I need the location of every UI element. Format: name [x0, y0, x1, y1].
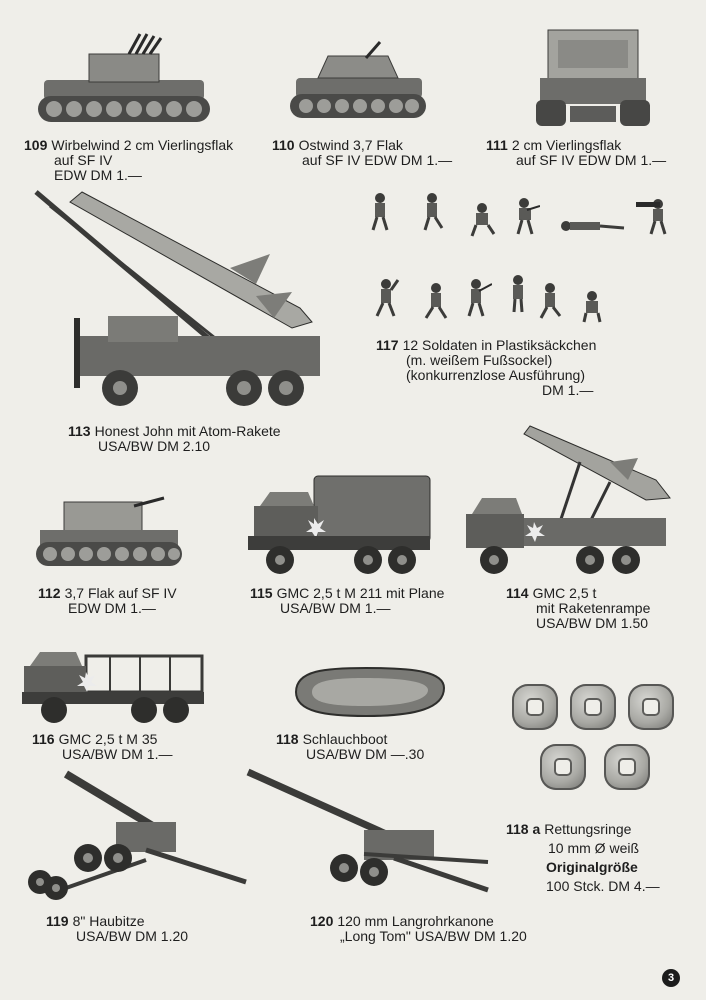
item-title: Rettungsringe [544, 821, 632, 837]
item-title: GMC 2,5 t [532, 585, 597, 601]
item-price: EDW DM 1.— [54, 167, 142, 183]
caption-item-113 [68, 424, 281, 454]
soldier-figure [560, 218, 626, 234]
soldier-figure [366, 192, 394, 232]
item-number: 113 [68, 423, 91, 439]
item-title: Ostwind 3,7 Flak [298, 137, 403, 153]
item-price: USA/BW DM 2.10 [98, 438, 211, 454]
item-title: Honest John mit Atom-Rakete [94, 423, 281, 439]
item-number: 114 [506, 585, 529, 601]
item-price: 100 Stck. DM 4.— [546, 878, 660, 894]
item-price: USA/BW DM 1.— [280, 600, 391, 616]
caption-item-115 [250, 586, 444, 616]
item-title: 8" Haubitze [72, 913, 145, 929]
life-ring-4 [540, 744, 586, 790]
caption-item-116 [32, 732, 172, 762]
item-title: 3,7 Flak auf SF IV [64, 585, 177, 601]
life-ring-2 [570, 684, 616, 730]
wirbelwind-tank-image [34, 32, 212, 128]
caption-item-118a [506, 820, 660, 896]
honest-john-rocket-image [30, 188, 330, 416]
soldier-figure [418, 192, 446, 232]
item-number: 116 [32, 731, 55, 747]
item-detail: 10 mm Ø weiß [548, 840, 640, 856]
item-detail: (konkurrenzlose Ausführung) [406, 367, 585, 383]
ostwind-tank-image [288, 38, 428, 124]
item-number: 117 [376, 337, 399, 353]
item-number: 115 [250, 585, 273, 601]
item-title: Wirbelwind 2 cm Vierlingsflak [51, 137, 234, 153]
soldier-figure [422, 282, 450, 322]
item-number: 112 [38, 585, 61, 601]
item-number: 118 [276, 731, 299, 747]
howitzer-image [26, 770, 248, 902]
item-number: 109 [24, 137, 48, 153]
item-title: Schlauchboot [302, 731, 388, 747]
gmc-rocket-launcher-image [460, 422, 674, 580]
item-detail: mit Raketenrampe [536, 600, 651, 616]
item-price: auf SF IV EDW DM 1.— [516, 152, 667, 168]
soldier-figure [636, 196, 676, 236]
caption-item-119 [46, 914, 188, 944]
item-number: 120 [310, 913, 334, 929]
item-price: „Long Tom" USA/BW DM 1.20 [340, 928, 527, 944]
item-title: 12 Soldaten in Plastiksäckchen [402, 337, 597, 353]
item-price: EDW DM 1.— [68, 600, 156, 616]
caption-item-111 [486, 138, 666, 168]
soldier-figure [468, 200, 496, 240]
long-tom-cannon-image [244, 768, 492, 900]
item-detail: (m. weißem Fußsockel) [406, 352, 553, 368]
soldier-figure [578, 288, 606, 328]
page-number-badge: 3 [662, 969, 680, 987]
caption-item-114 [506, 586, 650, 631]
item-title: 120 mm Langrohrkanone [337, 913, 494, 929]
life-ring-1 [512, 684, 558, 730]
caption-item-112 [38, 586, 177, 616]
gmc-m211-truck-image [244, 472, 434, 580]
caption-item-117 [376, 338, 596, 398]
item-number: 111 [486, 137, 508, 153]
life-ring-3 [628, 684, 674, 730]
caption-item-120 [310, 914, 527, 944]
original-size-label: Originalgröße [546, 859, 638, 875]
soldier-figure [512, 196, 540, 236]
life-ring-5 [604, 744, 650, 790]
item-title: 2 cm Vierlingsflak [511, 137, 622, 153]
soldier-figure [504, 274, 532, 314]
item-price: auf SF IV EDW DM 1.— [302, 152, 453, 168]
soldier-figure [372, 278, 400, 318]
vierlingsflak-tank-image [534, 26, 652, 130]
item-price: USA/BW DM 1.20 [76, 928, 189, 944]
item-price: USA/BW DM 1.— [62, 746, 173, 762]
item-number: 119 [46, 913, 69, 929]
caption-item-118 [276, 732, 424, 762]
item-title: GMC 2,5 t M 211 mit Plane [276, 585, 445, 601]
soldier-figure [536, 282, 564, 322]
rubber-boat-image [286, 662, 450, 722]
item-price: DM 1.— [542, 382, 594, 398]
item-number: 118 a [506, 821, 541, 837]
item-price: USA/BW DM —.30 [306, 746, 425, 762]
caption-item-109 [24, 138, 233, 183]
item-detail: auf SF IV [54, 152, 113, 168]
item-title: GMC 2,5 t M 35 [58, 731, 158, 747]
item-price: USA/BW DM 1.50 [536, 615, 649, 631]
item-number: 110 [272, 137, 295, 153]
caption-item-110 [272, 138, 452, 168]
soldier-figure [464, 278, 492, 318]
flak-sf-iv-image [34, 494, 184, 572]
gmc-m35-truck-image [20, 636, 206, 726]
